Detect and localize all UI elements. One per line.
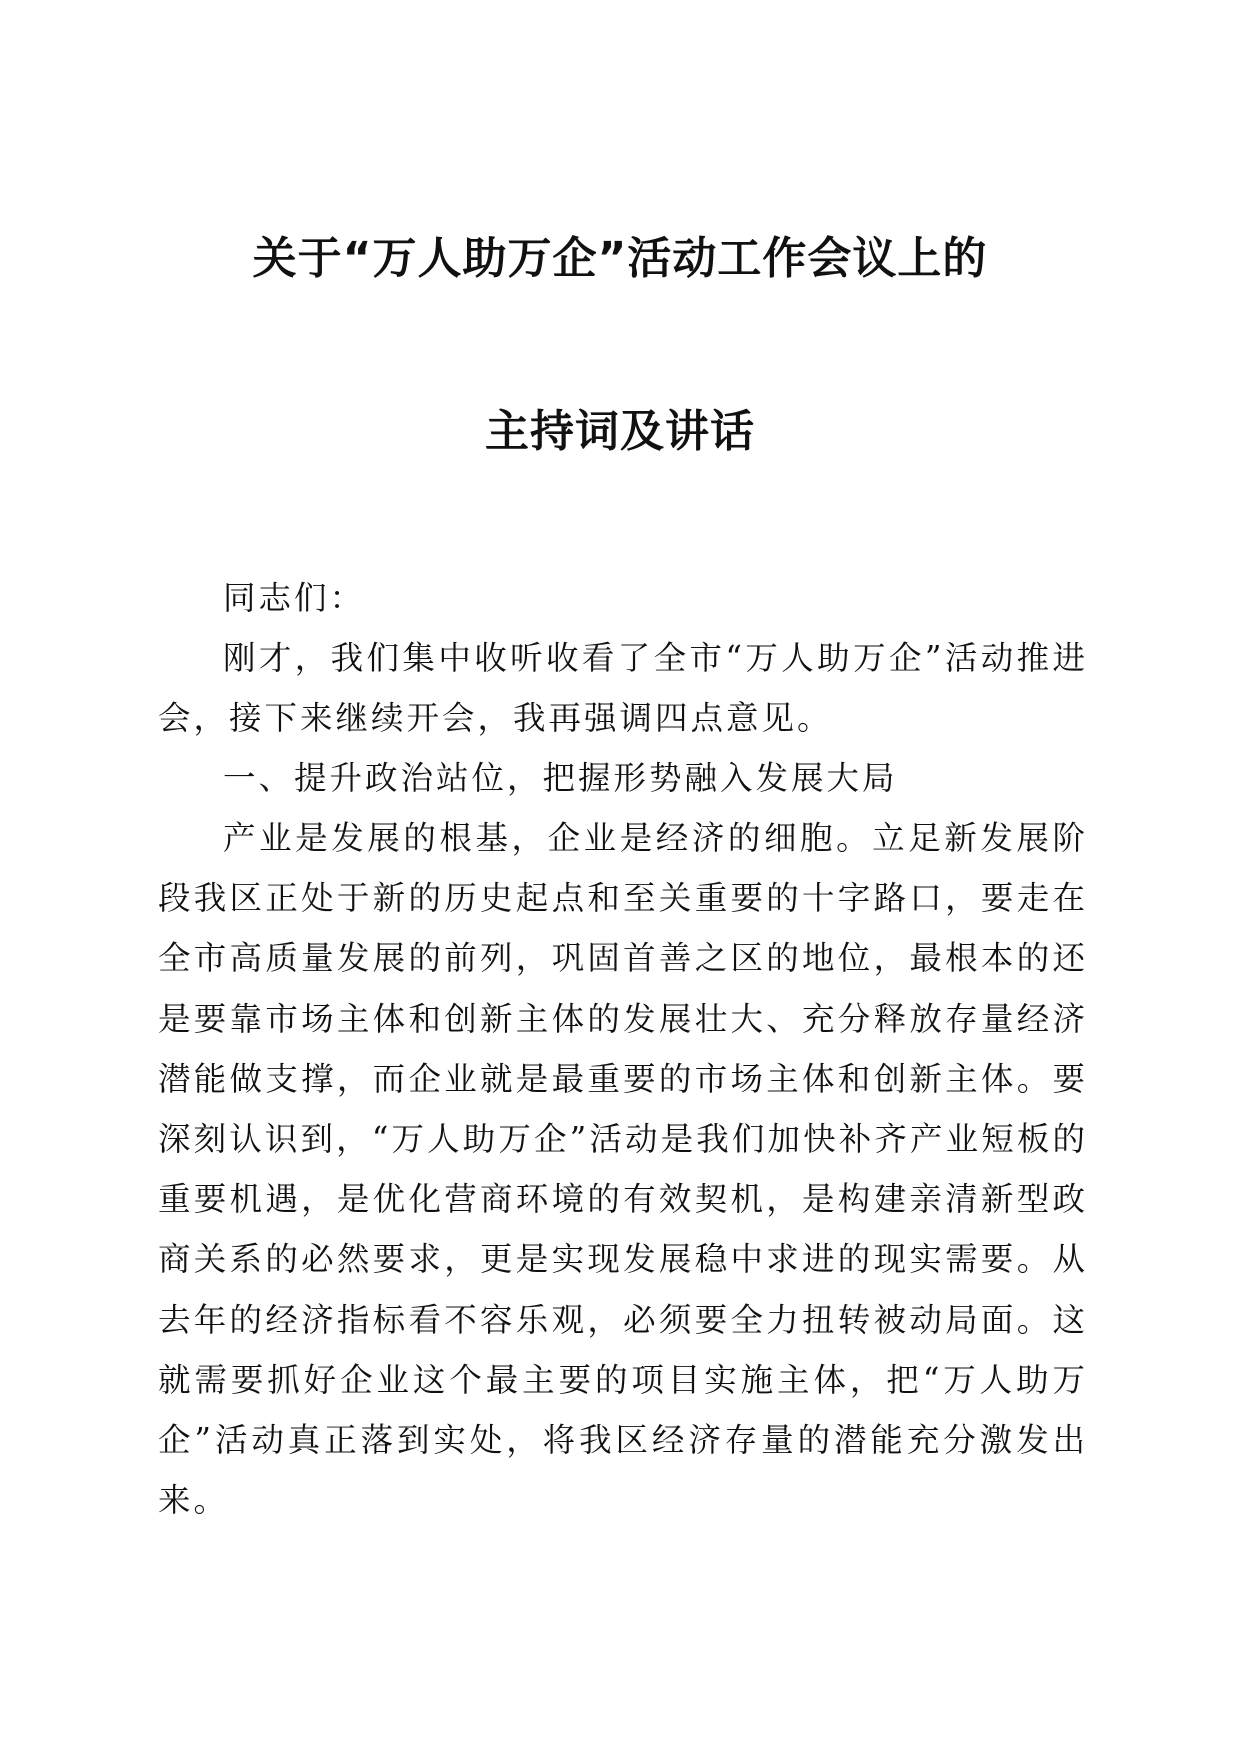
paragraph-block-1 (158, 628, 1088, 748)
document-title-line-2: 主持词及讲话 (485, 406, 755, 457)
paragraph-block-2 (158, 808, 1088, 1530)
greeting-block (158, 568, 1088, 628)
paragraph-intro: 刚才，我们集中收听收看了全市“万人助万企”活动推进会，接下来继续开会，我再强调四点意见。 (158, 639, 1088, 738)
paragraph-body: 产业是发展的根基，企业是经济的细胞。立足新发展阶段我区正处于新的历史起点和至关重要的十字路口，要走在全市高质量发展的前列，巩固首善之区的地位，最根本的还是要靠市场主体和创新主体的发展壮大、充分释放存量经济潜能做支撑，而企业就是最重要的市场主体和创新主体。要深刻认识到，“万人助万企”活动是我们加快补齐产业短板的重要机遇，是优化营商环境的有效契机，是构建亲清新型政商关系的必然要求，更是实现发展稳中求进的现实需要。从去年的经济指标看不容乐观，必须要全力扭转被动局面。这就需要抓好企业这个最主要的项目实施主体，把“万人助万企”活动真正落到实处，将我区经济存量的潜能充分激发出来。 (158, 819, 1088, 1520)
document-title-line-1: 关于“万人助万企”活动工作会议上的 (252, 233, 988, 284)
greeting: 同志们： (223, 579, 366, 617)
section-heading-block (158, 748, 1088, 808)
section-heading-1: 一、提升政治站位，把握形势融入发展大局 (223, 759, 898, 797)
